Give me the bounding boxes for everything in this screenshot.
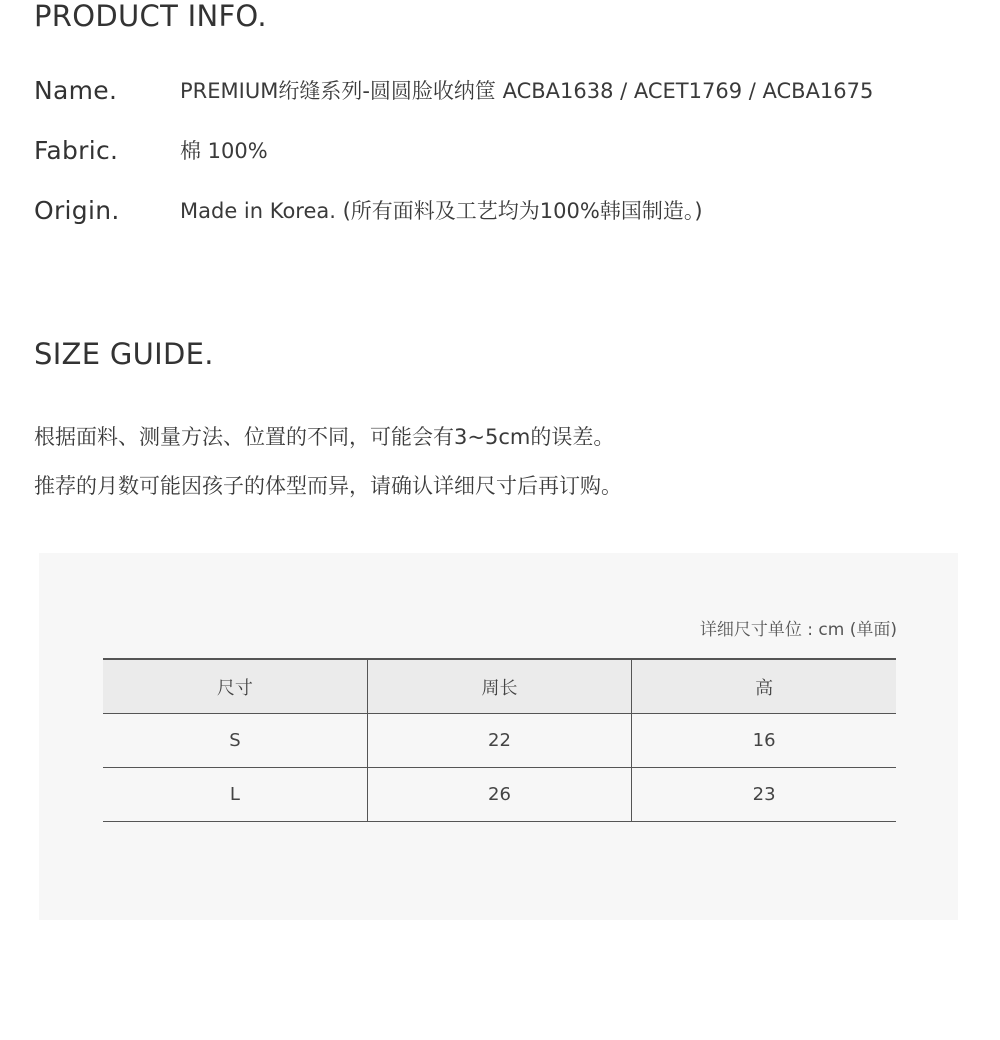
size-table-panel xyxy=(39,553,958,920)
table-row xyxy=(103,768,896,822)
cell-size: L xyxy=(103,768,367,822)
info-row-fabric xyxy=(34,132,974,168)
name-label: Name. xyxy=(34,75,118,105)
header-circumference: 周长 xyxy=(367,659,631,714)
cell-size: S xyxy=(103,714,367,768)
info-row-name xyxy=(34,72,974,108)
table-header-row xyxy=(103,659,896,714)
name-value: PREMIUM绗缝系列-圆圆脸收纳筐 ACBA1638 / ACET1769 / ACBA1675 xyxy=(180,79,874,103)
header-size: 尺寸 xyxy=(103,659,367,714)
unit-caption: 详细尺寸单位 : cm (单面) xyxy=(699,620,897,640)
cell-circumference: 26 xyxy=(367,768,631,822)
fabric-label: Fabric. xyxy=(34,135,119,165)
cell-height: 23 xyxy=(632,768,896,822)
origin-label: Origin. xyxy=(34,195,120,225)
size-table xyxy=(103,658,896,822)
info-row-origin xyxy=(34,192,974,228)
size-note-error-margin: 根据面料、测量方法、位置的不同，可能会有3~5cm的误差。 xyxy=(34,425,615,449)
size-guide-title: SIZE GUIDE. xyxy=(34,337,214,371)
fabric-value: 棉 100% xyxy=(180,139,268,163)
cell-circumference: 22 xyxy=(367,714,631,768)
header-height: 高 xyxy=(632,659,896,714)
cell-height: 16 xyxy=(632,714,896,768)
table-row xyxy=(103,714,896,768)
product-info-title: PRODUCT INFO. xyxy=(34,0,267,33)
origin-value: Made in Korea. (所有面料及工艺均为100%韩国制造。) xyxy=(180,199,703,223)
size-note-recommendation: 推荐的月数可能因孩子的体型而异，请确认详细尺寸后再订购。 xyxy=(34,474,622,498)
